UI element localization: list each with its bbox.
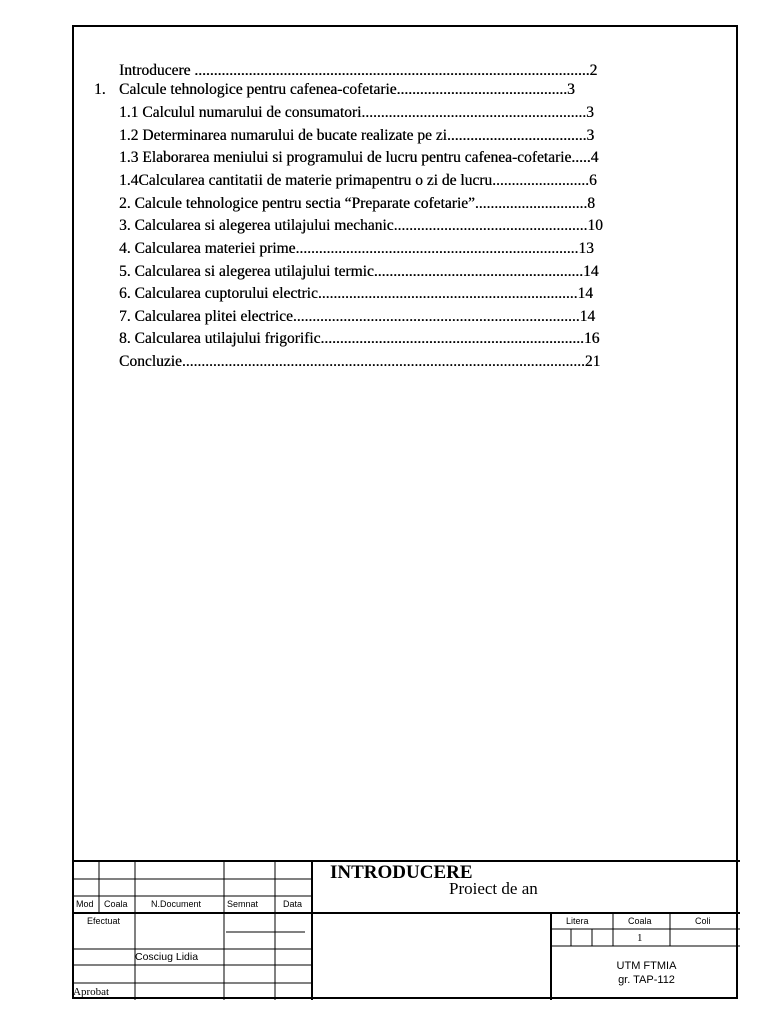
toc-entry-number: 1. [94,81,106,98]
toc-entry-text: 7. Calcularea plitei electrice..........................................................................14 [119,308,596,325]
toc-entry-text: 8. Calcularea utilajului frigorific....................................................................16 [119,330,600,347]
litera-label: Litera [566,916,589,926]
toc-entry-text: Calcule tehnologice pentru cafenea-cofetarie............................................3 [119,81,575,98]
coala-label: Coala [628,916,652,926]
toc-entry-text: Concluzie........................................................................................................21 [119,353,601,370]
document-title: INTRODUCERE [330,862,473,883]
author-name: Cosciug Lidia [135,951,199,963]
toc-entry-text: 1.3 Elaborarea meniului si programului de lucru pentru cafenea-cofetarie.....4 [119,149,599,166]
row-efectuat-label: Efectuat [87,916,121,926]
col-ndocument-label: N.Document [151,899,202,909]
toc-entry-text: 1.4Calcularea cantitatii de materie primapentru o zi de lucru.........................6 [119,172,597,189]
col-coala-label: Coala [104,899,128,909]
group-name: gr. TAP-112 [618,974,675,986]
toc-entry-text: 4. Calcularea materiei prime.........................................................................13 [119,240,594,257]
row-aprobat-label: Aprobat [73,986,110,998]
toc-entry-text: 3. Calcularea si alegerea utilajului mechanic..................................................10 [119,217,603,234]
coli-label: Coli [695,916,711,926]
toc-entry-text: 5. Calcularea si alegerea utilajului termic......................................................14 [119,263,599,280]
toc-entry-text: 6. Calcularea cuptorului electric...................................................................14 [119,285,593,302]
toc-entry-text: Introducere ......................................................................................................2 [119,62,598,79]
toc-entry-text: 2. Calcule tehnologice pentru sectia “Preparate cofetarie”.............................8 [119,195,596,212]
col-data-label: Data [283,899,303,909]
coala-value: 1 [637,932,643,944]
toc-entry-text: 1.2 Determinarea numarului de bucate realizate pe zi....................................3 [119,127,595,144]
toc-entry-text: 1.1 Calculul numarului de consumatori..........................................................3 [119,104,594,121]
col-mod-label: Mod [76,899,94,909]
document-subtitle: Proiect de an [449,879,538,898]
organization-name: UTM FTMIA [616,960,677,972]
col-semnat-label: Semnat [227,899,259,909]
